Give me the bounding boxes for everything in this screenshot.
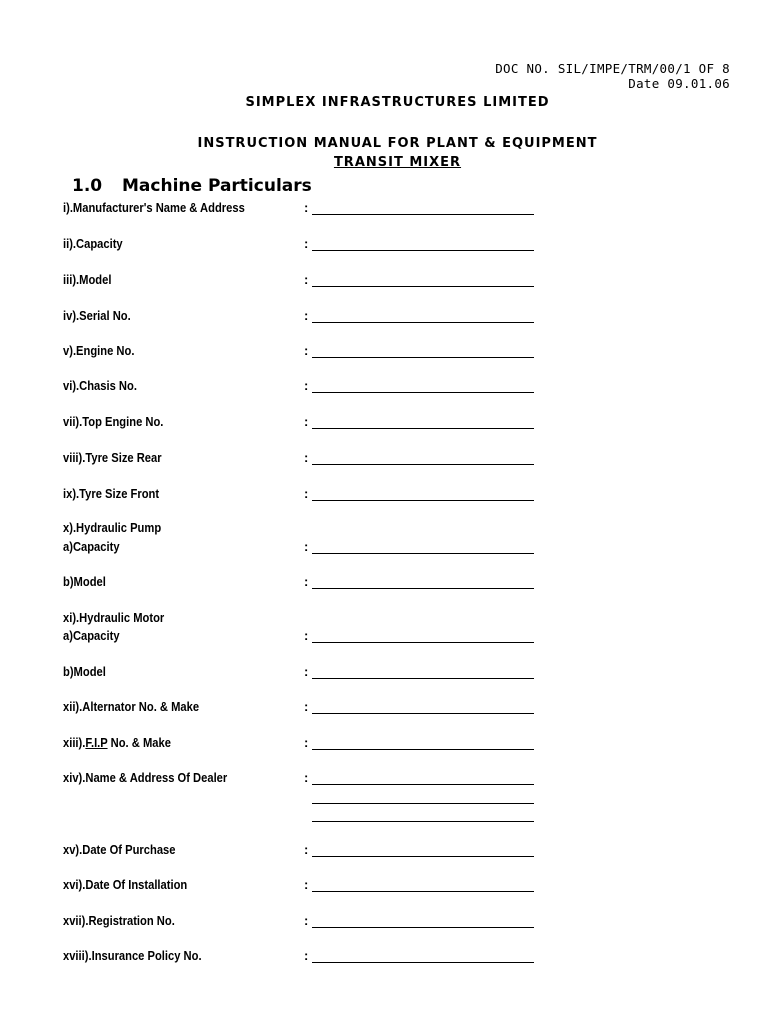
field-colon: : [304,200,309,215]
field-label: xvi).Date Of Installation [63,877,188,892]
equipment-title-text: TRANSIT MIXER [333,155,462,170]
field-label: a)Capacity [63,539,120,554]
field-label: iv).Serial No. [63,308,131,323]
fill-line [312,250,534,251]
field-label: xviii).Insurance Policy No. [63,948,202,963]
fill-line [312,784,534,785]
field-label: ix).Tyre Size Front [63,486,160,501]
field-label: iii).Model [63,272,112,287]
field-date-of-installation [63,877,543,895]
fip-abbreviation: F.I.P [85,735,108,750]
field-colon: : [304,699,309,714]
field-label: v).Engine No. [63,343,135,358]
field-colon: : [304,236,309,251]
field-alternator [63,699,543,717]
field-colon: : [304,574,309,589]
field-colon: : [304,628,309,643]
fill-line [312,713,534,714]
field-capacity [63,236,543,254]
field-motor-capacity [63,628,543,646]
field-colon: : [304,272,309,287]
field-colon: : [304,842,309,857]
fip-prefix: xiii). [63,735,86,750]
field-label: xv).Date Of Purchase [63,842,176,857]
fill-line [312,214,534,215]
fill-line [312,428,534,429]
fill-line [312,553,534,554]
field-colon: : [304,343,309,358]
field-label: i).Manufacturer's Name & Address [63,200,245,215]
field-label: vi).Chasis No. [63,378,137,393]
field-fip [63,735,543,753]
field-colon: : [304,877,309,892]
field-colon: : [304,308,309,323]
field-manufacturer [63,200,543,218]
field-label: xvii).Registration No. [63,913,175,928]
fill-line [312,357,534,358]
group-hydraulic-motor: xi).Hydraulic Motor [63,610,165,625]
field-colon: : [304,770,309,785]
company-name: SIMPLEX INFRASTRUCTURES LIMITED [245,95,550,110]
field-colon: : [304,414,309,429]
fill-line [312,464,534,465]
fill-line [312,678,534,679]
field-label [63,735,171,750]
section-heading [72,176,312,196]
section-number: 1.0 [72,176,103,196]
field-engine-no [63,343,543,361]
fill-line [312,500,534,501]
field-pump-model [63,574,543,592]
field-label: viii).Tyre Size Rear [63,450,162,465]
group-hydraulic-pump: x).Hydraulic Pump [63,520,162,535]
section-title: Machine Particulars [122,176,312,196]
field-tyre-size-rear [63,450,543,468]
field-label: a)Capacity [63,628,120,643]
field-label: vii).Top Engine No. [63,414,164,429]
dealer-fill-line-3 [312,821,534,822]
fill-line [312,749,534,750]
fill-line [312,891,534,892]
fill-line [312,962,534,963]
field-colon: : [304,913,309,928]
field-colon: : [304,539,309,554]
field-date-of-purchase [63,842,543,860]
field-registration-no [63,913,543,931]
field-serial-no [63,308,543,326]
field-label: xii).Alternator No. & Make [63,699,200,714]
manual-title: INSTRUCTION MANUAL FOR PLANT & EQUIPMENT [197,136,598,151]
field-tyre-size-front [63,486,543,504]
fill-line [312,392,534,393]
field-colon: : [304,948,309,963]
field-dealer [63,770,543,788]
field-label: ii).Capacity [63,236,123,251]
doc-number: DOC NO. SIL/IMPE/TRM/00/1 OF 8 [495,61,730,76]
field-colon: : [304,378,309,393]
field-top-engine-no [63,414,543,432]
field-colon: : [304,486,309,501]
fill-line [312,588,534,589]
fill-line [312,286,534,287]
field-motor-model [63,664,543,682]
field-model [63,272,543,290]
equipment-title [0,155,768,170]
field-label: b)Model [63,574,106,589]
fill-line [312,856,534,857]
field-colon: : [304,664,309,679]
field-chasis-no [63,378,543,396]
fill-line [312,642,534,643]
document-reference [495,61,730,91]
fill-line [312,322,534,323]
field-label: b)Model [63,664,106,679]
field-pump-capacity [63,539,543,557]
field-insurance-policy-no [63,948,543,966]
fip-suffix: No. & Make [107,735,171,750]
doc-date: Date 09.01.06 [628,76,730,91]
field-colon: : [304,735,309,750]
fill-line [312,927,534,928]
field-colon: : [304,450,309,465]
field-label: xiv).Name & Address Of Dealer [63,770,228,785]
dealer-fill-line-2 [312,803,534,804]
